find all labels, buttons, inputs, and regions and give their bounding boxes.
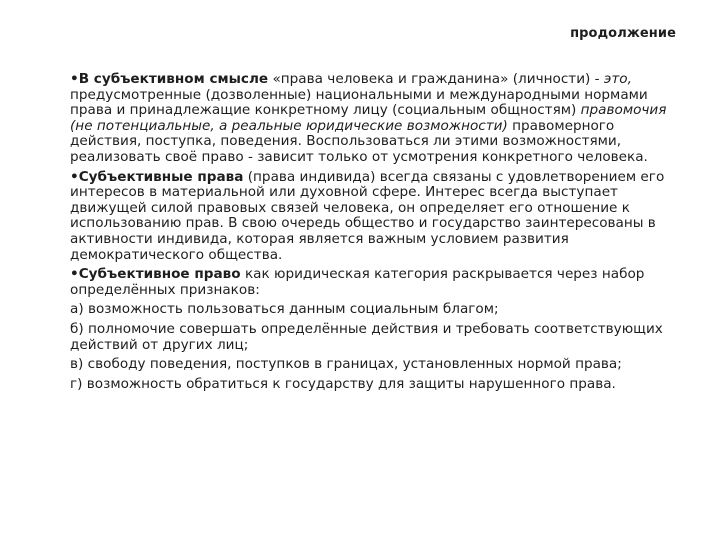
slide-body <box>70 72 670 396</box>
emphasis-text: это, <box>603 71 632 87</box>
paragraph-text: предусмотренные (дозволенные) национальными и международными нормами права и принадлежащие конкретному лицу (социальным общностям) <box>70 86 648 119</box>
paragraph-text: как юридическая категория раскрывается через набор определённых признаков: <box>70 266 645 298</box>
list-item-d: г) возможность обратиться к государству для защиты нарушенного права. <box>70 375 616 392</box>
bullet: • <box>70 168 79 185</box>
list-item-c: в) свободу поведения, поступков в границах, установленных нормой права; <box>70 356 622 373</box>
paragraph-text: правомерного действия, поступка, поведения. Воспользоваться ли этими возможностями, реализовать своё право - зависит только от усмотрения конкретного человека. <box>70 117 648 165</box>
list-item-a: а) возможность пользоваться данным социальным благом; <box>70 301 499 318</box>
bullet: • <box>70 266 79 283</box>
paragraph-text: «права человека и гражданина» (личности) - <box>268 71 604 87</box>
paragraph-subjective-rights <box>70 170 670 264</box>
paragraph-subjective-sense <box>70 72 670 166</box>
lead-term: В субъективном смысле <box>78 71 269 87</box>
paragraph-text: (права индивида) всегда связаны с удовлетворением его интересов в материальной или духовной сфере. Интерес всегда выступает движущей силой правовых связей человека, он определяет его отношение к использованию прав. В свою очередь общество и государство заинтересованы в активности индивида, которая является важным условием развития демократического общества. <box>70 168 665 263</box>
bullet: • <box>70 71 79 87</box>
lead-term: Субъективное право <box>78 266 241 283</box>
paragraph-subjective-right <box>70 267 670 298</box>
list-item-b: б) полномочие совершать определённые действия и требовать соответствующих действий от других лиц; <box>70 320 663 353</box>
slide-heading: продолжение <box>570 26 676 41</box>
emphasis-text: правомочия (не потенциальные, а реальные юридические возможности) <box>70 102 667 134</box>
lead-term: Субъективные права <box>78 168 244 185</box>
